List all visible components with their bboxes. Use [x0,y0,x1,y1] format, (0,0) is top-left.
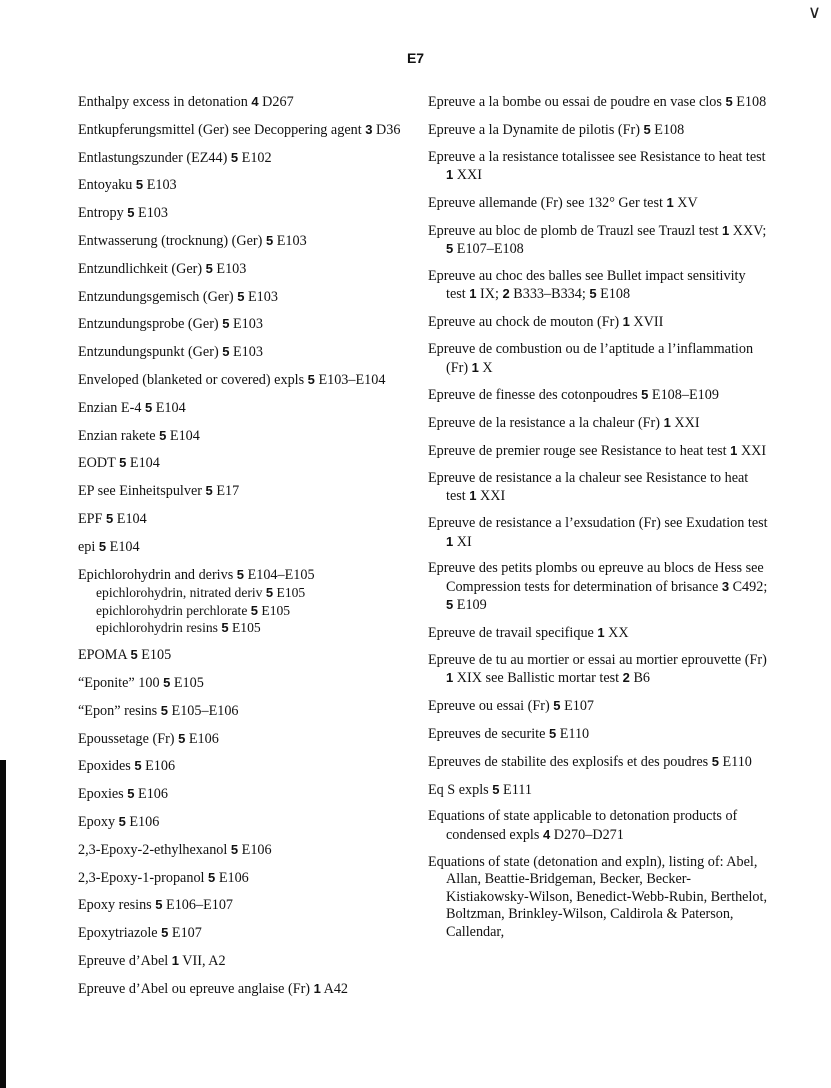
entry-term: Epreuve de resistance a la chaleur see Resistance to heat test [428,469,749,505]
entry-term: Entlastungszunder (EZ44) [78,149,228,166]
volume-number: 1 [313,980,321,996]
volume-number: 5 [208,869,216,885]
volume-number: 1 [469,488,477,504]
index-entry [78,702,413,721]
page-ref: E103 [276,232,307,249]
scan-edge-shadow [0,760,6,1088]
volume-number: 1 [730,442,738,458]
volume-number: 5 [127,205,135,221]
entry-term: Enthalpy excess in detonation [78,94,248,110]
index-entry [78,482,413,501]
volume-number: 1 [721,222,730,238]
volume-number: 5 [161,925,169,941]
page-ref: E104 [109,538,140,555]
page-ref: E106 [145,758,176,775]
index-entry [428,652,768,688]
page-ref: B6 [633,670,650,687]
index-entry [78,371,413,390]
index-entry [78,510,413,529]
entry-term: Epreuve au choc des balles see Bullet impact sensitivity test [428,267,746,303]
page-ref: XI [456,533,472,550]
page-ref: A42 [323,980,349,997]
entry-term: Entzundungspunkt (Ger) [78,344,219,361]
volume-number: 5 [221,620,229,636]
epichlorohydrin-subentries [78,584,413,637]
volume-number: 5 [155,897,163,913]
page-ref: D267 [262,94,294,110]
page-ref: E109 [456,597,487,614]
index-subentry [96,602,413,620]
volume-number: 5 [236,566,245,582]
volume-number: 5 [134,758,142,774]
entry-term: epi [78,538,96,555]
volume-number: 5 [160,702,168,718]
index-entry [78,646,413,665]
volume-number: 1 [446,533,454,549]
entry-term: Enzian E-4 [78,399,142,416]
page-ref: E107 [171,925,202,942]
entry-term: Epoxytriazole [78,925,158,942]
page-ref: X [482,359,493,376]
volume-number: 1 [663,415,671,431]
corner-scan-mark: ∨ [807,2,821,23]
entry-term: Epreuve de finesse des cotonpoudres [428,387,638,404]
index-entry [78,952,413,971]
entry-term: Enzian rakete [78,427,156,444]
entry-term: Equations of state applicable to detonation products of condensed expls [428,808,738,843]
index-entry [428,808,768,844]
entry-term: Epreuve de combustion ou de l’aptitude a l’inflammation (Fr) [428,341,754,376]
volume-number: 5 [307,371,315,387]
volume-number: 1 [446,670,454,686]
page-ref: E103 [247,288,278,305]
entry-term: Epreuve de resistance a l’exsudation (Fr) see Exudation test [428,515,768,532]
volume-number: 5 [250,602,258,618]
volume-number: 1 [666,194,674,210]
volume-number: 5 [130,647,138,663]
entry-term: EPOMA [78,647,127,664]
page-ref: E104 [169,427,200,444]
volume-number: 5 [492,781,500,797]
index-entry [428,386,768,405]
entry-term: epichlorohydrin, nitrated deriv [96,585,263,601]
entry-term: Epreuve des petits plombs ou epreuve au blocs de Hess see Compression tests for determination of brisance [428,560,764,595]
entry-term: Epreuves de securite [428,726,546,743]
page-ref: E108 [600,286,631,303]
page-ref: E105 [141,647,172,664]
page-ref: E108–E109 [651,387,719,404]
volume-number: 5 [230,149,239,165]
entry-term: Equations of state (detonation and expln), listing of: Abel, Allan, Beattie-Bridgeman, Becker, Becker-Kistiakowsky-Wilson, Benedict-Webb-Rubin, Berthelot, Boltzman, Brinkley-Wilson, Caldirola & Paterson, Callendar, [428,853,767,940]
page-ref: E103 [232,316,263,333]
volume-number: 5 [643,121,651,137]
volume-number: 5 [265,232,274,248]
entry-term: Epoxides [78,758,131,775]
volume-number: 1 [171,952,179,968]
volume-number: 1 [622,314,630,330]
index-entry [428,560,768,615]
page-ref: E103 [138,205,168,222]
volume-number: 5 [589,286,597,302]
page-ref: E105 [261,602,291,618]
volume-number: 1 [597,625,605,641]
index-entry [428,313,768,332]
index-entry [428,93,768,112]
page-ref: E111 [503,781,532,798]
index-subentry [96,619,413,637]
volume-number: 5 [222,344,230,360]
entry-term: Entzundlichkeit (Ger) [78,260,203,277]
entry-term: Epreuve allemande (Fr) see 132° Ger test [428,194,663,211]
index-entry [78,785,413,804]
page-ref: XXI [674,415,700,432]
index-entry [78,896,413,915]
entry-term: Entkupferungsmittel (Ger) see Decoppering agent [78,121,362,138]
entry-term: epichlorohydrin resins [96,620,218,636]
page-ref: E108 [736,94,767,110]
page-ref: E106 [188,730,219,747]
entry-term: Eq S expls [428,781,489,798]
entry-term: EPF [78,510,103,527]
index-entry [428,781,768,800]
index-entry [428,725,768,744]
volume-number: 5 [725,94,733,109]
volume-number: 1 [446,167,454,183]
volume-number: 1 [469,286,477,302]
page-ref: E102 [241,149,272,166]
volume-number: 5 [265,585,274,601]
entry-term: 2,3-Epoxy-2-ethylhexanol [78,841,228,858]
volume-number: 5 [178,730,186,746]
page-ref: E104 [116,510,147,527]
entry-term: EP see Einheitspulver [78,483,202,500]
volume-number: 4 [251,94,259,109]
page-ref: E106–E107 [166,897,234,914]
page-ref: XXV; [732,222,767,239]
index-entry [428,222,768,259]
index-entry [78,288,413,307]
entry-term: 2,3-Epoxy-1-propanol [78,869,205,886]
index-entry [78,232,413,251]
volume-number: 5 [163,674,171,690]
page-ref: XXI [740,442,767,459]
page-ref: E104–E105 [247,566,315,583]
page-ref: XIX see Ballistic mortar test [456,670,620,687]
entry-term: Epreuves de stabilite des explosifs et des poudres [428,753,709,770]
entry-term: Epreuve ou essai (Fr) [428,698,550,715]
index-entry [78,674,413,693]
index-entry [78,149,413,168]
index-entry [428,194,768,213]
index-entry [428,414,768,433]
volume-number: 5 [548,726,557,742]
page-ref: E103 [216,260,247,277]
index-entry [78,93,413,112]
page-ref: E105 [232,620,261,636]
index-entry [78,176,413,195]
index-entry [78,980,413,999]
entry-term: Epreuve de tu au mortier or essai au mortier eprouvette (Fr) [428,651,767,668]
index-entry [428,753,768,772]
index-entry [78,869,413,888]
entry-term: Epreuve d’Abel [78,952,169,969]
page-ref: B333–B334; [513,286,586,303]
volume-number: 2 [622,670,630,686]
page-ref: E105 [173,674,204,691]
entry-term: Epreuve au chock de mouton (Fr) [428,314,620,331]
entry-term: epichlorohydrin perchlorate [96,602,248,618]
page-ref: XX [608,625,629,642]
volume-number: 5 [230,841,239,857]
index-entry [78,566,413,585]
entry-term: Epreuve au bloc de plomb de Trauzl see Trauzl test [428,222,719,239]
volume-number: 5 [106,510,114,526]
index-subentry [96,584,413,602]
page-ref: XXI [456,167,482,184]
entry-term: Epreuve d’Abel ou epreuve anglaise (Fr) [78,980,311,997]
page-ref: E110 [559,726,590,743]
entry-term: Epoxy resins [78,897,152,914]
volume-number: 5 [127,786,135,802]
index-entry [78,924,413,943]
volume-number: 5 [118,813,126,829]
index-entry [78,315,413,334]
entry-term: “Eponite” 100 [78,674,160,691]
index-entry [78,121,413,140]
page-ref: E110 [722,753,752,770]
volume-number: 5 [237,288,245,304]
page-ref: E105–E106 [171,702,239,719]
volume-number: 5 [135,177,144,193]
entry-term: Epreuve de la resistance a la chaleur (Fr) [428,415,661,432]
entry-term: Enveloped (blanketed or covered) expls [78,371,305,388]
page-ref: XVII [633,314,664,331]
page-ref: E107 [564,698,595,715]
page-ref: E105 [276,585,306,601]
volume-number: 5 [205,483,213,499]
index-entry [428,515,768,551]
entry-term: Entzundungsgemisch (Ger) [78,288,234,305]
entry-term: Entoyaku [78,177,133,194]
index-entry [428,624,768,643]
page-ref: E108 [654,121,685,138]
page-ref: E103 [146,177,177,194]
entry-term: EODT [78,455,116,472]
volume-number: 2 [502,286,510,302]
page-ref: E106 [241,841,272,858]
entry-term: Entzundungsprobe (Ger) [78,316,219,333]
index-entry [78,204,413,223]
page-ref: XV [677,194,698,211]
entry-term: Epreuve de premier rouge see Resistance to heat test [428,442,727,459]
index-entry [78,343,413,362]
page-ref: E106 [129,813,160,830]
volume-number: 5 [222,316,230,332]
index-entry [428,442,768,461]
entry-term: Epreuve a la bombe ou essai de poudre en vase clos [428,94,722,110]
page-ref: E103–E104 [318,371,386,388]
entry-term: Entwasserung (trocknung) (Ger) [78,232,263,249]
index-entry [428,268,768,304]
entry-term: Epoussetage (Fr) [78,730,175,747]
entry-term: “Epon” resins [78,702,158,719]
page-ref: D270–D271 [553,826,624,843]
page-ref: C492; [732,578,768,595]
index-entry [428,121,768,140]
volume-number: 5 [446,241,454,257]
index-entry [78,730,413,749]
entry-term: Entropy [78,205,124,222]
index-entry [428,149,768,185]
page-ref: E106 [218,869,249,886]
index-entry [78,454,413,473]
index-entry [78,841,413,860]
volume-number: 5 [144,399,153,415]
index-entry [78,260,413,279]
volume-number: 5 [641,387,649,403]
entry-term: Epreuve a la Dynamite de pilotis (Fr) [428,121,640,138]
entry-term: Epoxy [78,813,116,830]
index-entry [78,813,413,832]
page-ref: E106 [138,786,168,803]
index-entry [78,538,413,557]
volume-number: 5 [711,753,719,769]
page-ref: E104 [155,399,186,416]
page-ref: E103 [233,344,263,361]
page-ref: XXI [480,488,506,505]
volume-number: 3 [365,121,373,137]
page-ref: E104 [129,455,160,472]
index-entry [428,341,768,377]
entry-term: Epichlorohydrin and derivs [78,566,234,583]
entry-term: Epreuve de travail specifique [428,625,594,642]
volume-number: 5 [446,597,454,613]
index-entry [428,470,768,506]
index-entry [78,427,413,446]
volume-number: 1 [471,359,479,375]
volume-number: 5 [205,260,213,276]
entry-term: Epoxies [78,786,124,803]
right-index-column [428,93,768,951]
page-header: E7 [406,50,425,66]
volume-number: 5 [553,698,561,714]
volume-number: 5 [159,427,167,443]
page-ref: E107–E108 [456,241,524,258]
left-index-column [78,93,413,1008]
index-entry [78,757,413,776]
index-entry [428,697,768,716]
index-entry [78,399,413,418]
page-ref: E17 [216,483,240,500]
index-entry [428,854,768,942]
volume-number: 5 [98,538,107,554]
page-ref: IX; [480,286,499,303]
volume-number: 4 [542,826,551,842]
volume-number: 5 [119,455,127,471]
page-ref: D36 [375,121,401,138]
entry-term: Epreuve a la resistance totalissee see Resistance to heat test [428,148,766,165]
volume-number: 3 [721,578,730,594]
page-ref: VII, A2 [182,952,226,969]
